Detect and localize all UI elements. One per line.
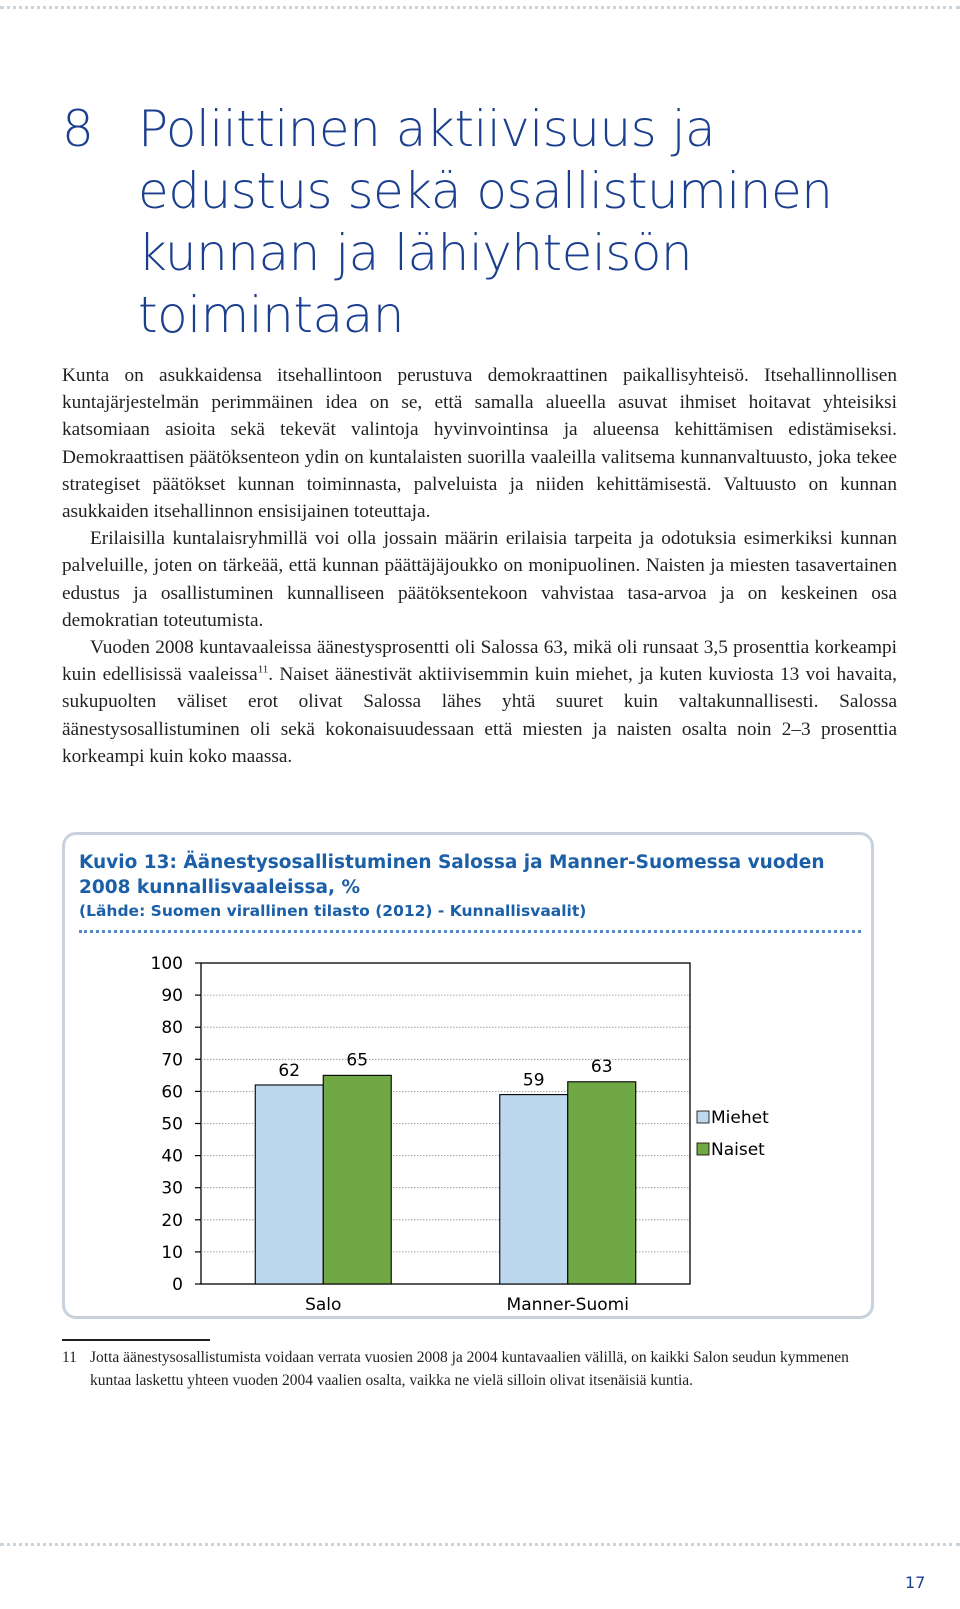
figure-title: Kuvio 13: Äänestysosallistuminen Salossa ja Manner-Suomessa vuoden 2008 kunnallisvaaleissa, %: [79, 852, 825, 898]
chapter-number: 8: [62, 100, 94, 158]
y-tick-label: 90: [161, 986, 183, 1007]
y-tick-label: 40: [161, 1146, 183, 1167]
data-label: 63: [590, 1056, 613, 1077]
top-dotted-rule: [0, 6, 960, 9]
paragraph-1: Kunta on asukkaidensa itsehallintoon perustuva demokraattinen paikallisyhteisö. Itsehallinnollisen kuntajärjestelmän perimmäinen idea on se, että samalla alueella asuvat ihmiset hoitavat yhteisiksi katsomiaan asioita sekä tekevät valintoja hyvinvointinsa ja alueensa kehittämisen edistämiseksi. Demokraattisen päätöksenteon ydin on kuntalaisten suorilla vaaleilla valitsema kunnanvaltuusto, joka tekee strategiset päätökset kunnan toiminnasta, palveluista ja niiden kehittämisestä. Valtuusto on kunnan asukkaiden itsehallinnon ensisijainen toteuttaja.: [62, 365, 897, 523]
y-tick-label: 50: [161, 1114, 183, 1135]
body-text: [62, 362, 897, 770]
footnote-reference[interactable]: 11: [257, 663, 269, 676]
y-tick-label: 100: [150, 954, 183, 974]
bottom-dotted-rule: [0, 1543, 960, 1546]
legend-label: Miehet: [711, 1108, 769, 1128]
figure-box: [62, 832, 874, 1319]
legend-swatch: [697, 1111, 709, 1123]
y-tick-label: 0: [172, 1275, 183, 1295]
y-tick-label: 20: [161, 1210, 183, 1231]
paragraph-3-after: . Naiset äänestivät aktiivisemmin kuin miehet, ja kuten kuviosta 13 voi havaita, sukupuolten väliset erot olivat Salossa lähes yhtä suuret kuin valtakunnallisesti. Salossa äänestysosallistuminen oli sekä kokonaisuudessaan että miesten ja naisten osalta noin 2–3 prosenttia korkeampi kuin koko maassa.: [62, 664, 898, 767]
data-label: 59: [522, 1070, 545, 1091]
y-tick-label: 80: [161, 1018, 183, 1039]
chapter-title: Poliittinen aktiivisuus ja edustus sekä osallistuminen kunnan ja lähiyhteisön toimintaan: [138, 100, 833, 344]
bar-chart: [65, 835, 871, 1316]
paragraph-3-before: Vuoden 2008 kuntavaaleissa äänestysprosentti oli Salossa 63, mikä oli runsaat 3,5 prosenttia korkeampi kuin edellisissä vaaleissa: [62, 637, 897, 686]
data-label: 62: [278, 1060, 301, 1081]
y-tick-label: 10: [161, 1242, 183, 1263]
page-number: 17: [905, 1573, 926, 1592]
paragraph-2: Erilaisilla kuntalaisryhmillä voi olla jossain määrin erilaisia tarpeita ja odotuksia esimerkiksi kunnan palveluille, joten on tärkeää, että kunnan päättäjäjoukko on monipuolinen. Naisten ja miesten tasavertainen edustus ja osallistuminen kunnalliseen päätöksentekoon vahvistaa tasa-arvoa ja on keskeinen osa demokratian toteutumista.: [62, 528, 897, 631]
bar: [568, 1082, 636, 1284]
y-tick-label: 60: [161, 1082, 183, 1103]
legend-label: Naiset: [711, 1140, 765, 1160]
paragraph-3: [62, 634, 897, 770]
footnote-text: Jotta äänestysosallistumista voidaan verrata vuosien 2008 ja 2004 kuntavaalien välillä, on kaikki Salon seudun kymmenen kuntaa laskettu yhteen vuoden 2004 vaalien osalta, vaikka ne vielä silloin olivat itsenäisiä kuntia.: [90, 1349, 849, 1389]
legend-swatch: [697, 1143, 709, 1155]
bar: [500, 1095, 568, 1284]
footnote-number: 11: [62, 1349, 77, 1366]
x-category-label: Manner-Suomi: [506, 1295, 629, 1315]
x-category-label: Salo: [305, 1295, 342, 1315]
footnote: [62, 1347, 877, 1392]
y-tick-label: 70: [161, 1050, 183, 1071]
bar: [323, 1075, 391, 1284]
y-tick-label: 30: [161, 1178, 183, 1199]
data-label: 65: [346, 1050, 369, 1071]
bar: [255, 1085, 323, 1284]
footnote-rule: [62, 1339, 210, 1341]
figure-source: (Lähde: Suomen virallinen tilasto (2012) - Kunnallisvaalit): [79, 902, 587, 920]
